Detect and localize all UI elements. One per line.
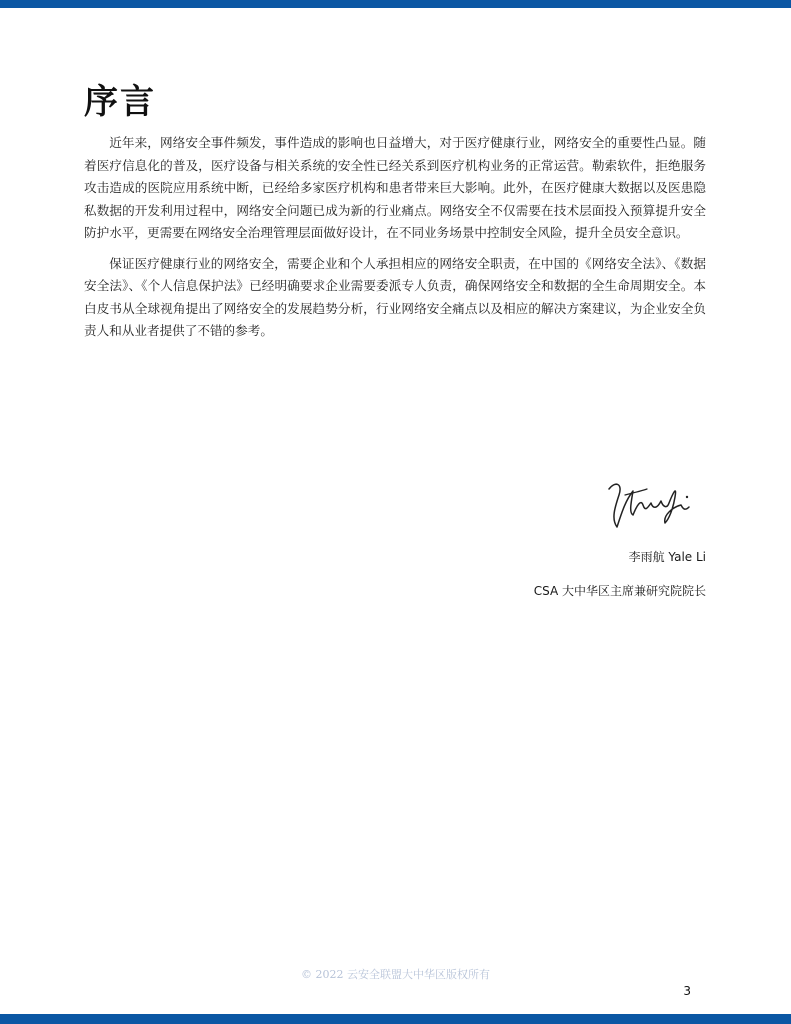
signer-title: CSA 大中华区主席兼研究院院长 [533, 584, 706, 598]
paragraph-2: 保证医疗健康行业的网络安全，需要企业和个人承担相应的网络安全职责，在中国的《网络安全法》、《数据安全法》、《个人信息保护法》已经明确要求企业需要委派专人负责，确保网络安全和数据的全生命周期安全。本白皮书从全球视角提出了网络安全的发展趋势分析，行业网络安全痛点以及相应的解决方案建议，为企业安全负责人和从业者提供了不错的参考。 [84, 255, 706, 338]
handwritten-signature [603, 475, 695, 533]
page-number: 3 [683, 984, 691, 998]
signer-name: 李雨航 Yale Li [628, 550, 706, 564]
copyright-notice: © 2022 云安全联盟大中华区版权所有 [301, 968, 490, 981]
top-accent-bar [0, 0, 791, 8]
bottom-accent-bar [0, 1014, 791, 1024]
preface-body [84, 132, 706, 351]
page-title: 序言 [84, 82, 156, 122]
paragraph-1: 近年来，网络安全事件频发，事件造成的影响也日益增大，对于医疗健康行业，网络安全的重要性凸显。随着医疗信息化的普及，医疗设备与相关系统的安全性已经关系到医疗机构业务的正常运营。勒索软件，拒绝服务攻击造成的医院应用系统中断，已经给多家医疗机构和患者带来巨大影响。此外，在医疗健康大数据以及医患隐私数据的开发利用过程中，网络安全问题已成为新的行业痛点。网络安全不仅需要在技术层面投入预算提升安全防护水平，更需要在网络安全治理管理层面做好设计，在不同业务场景中控制安全风险，提升全员安全意识。 [84, 135, 706, 240]
